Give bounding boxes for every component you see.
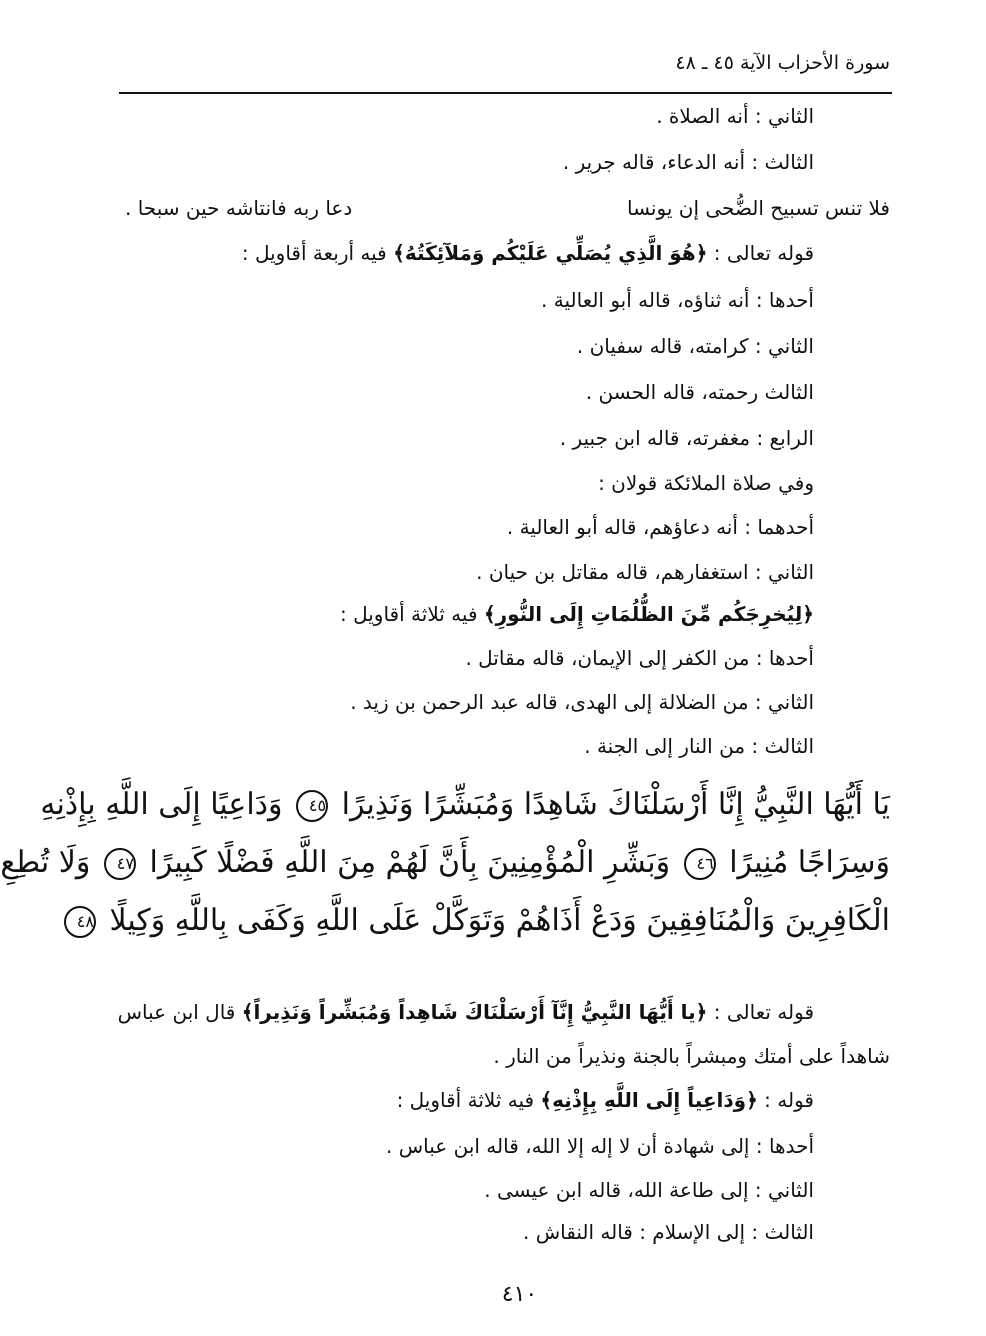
- ayah-number-mark: ٤٨: [64, 906, 96, 938]
- verse-line: وَسِرَاجًا مُنِيرًا ٤٦ وَبَشِّرِ الْمُؤْمِنِينَ بِأَنَّ لَهُمْ مِنَ اللَّهِ فَضْلًا كَبِيرًا ٤٧ وَلَا تُطِعِ: [0, 845, 890, 880]
- quran-quote: ﴿وَدَاعِياً إِلَى اللَّهِ بِإِذْنِهِ﴾: [540, 1088, 758, 1112]
- quran-quote: ﴿لِيُخرِجَكُم مِّنَ الظُّلُمَاتِ إِلَى النُّورِ﴾: [483, 602, 814, 626]
- quran-quote: ﴿يا أَيُّهَا النَّبِيُّ إِنَّآ أَرْسَلْنَاكَ شَاهِداً وَمُبَشِّراً وَنَذِيراً﴾: [241, 1000, 708, 1024]
- poem-right-hemistich: فلا تنس تسبيح الضُّحى إن يونسا: [627, 196, 890, 220]
- ayah-number-mark: ٤٦: [684, 848, 716, 880]
- ayah-number-mark: ٤٧: [104, 848, 136, 880]
- text-line: قوله تعالى : ﴿هُوَ الَّذِي يُصَلِّي عَلَيْكُم وَمَلآئِكَتُهُ﴾ فيه أربعة أقاويل :: [241, 241, 814, 265]
- verse-line: الْكَافِرِينَ وَالْمُنَافِقِينَ وَدَعْ أَذَاهُمْ وَتَوَكَّلْ عَلَى اللَّهِ وَكَفَى بِاللَّهِ وَكِيلًا ٤٨: [123, 892, 890, 950]
- quran-quote: ﴿هُوَ الَّذِي يُصَلِّي عَلَيْكُم وَمَلآئِكَتُهُ﴾: [393, 241, 708, 265]
- text-line: الثالث : من النار إلى الجنة .: [584, 734, 814, 758]
- text-line: الثالث : أنه الدعاء، قاله جرير .: [562, 150, 814, 174]
- text-line: الثالث رحمته، قاله الحسن .: [585, 380, 814, 404]
- text-line: شاهداً على أمتك ومبشراً بالجنة ونذيراً من النار .: [493, 1044, 890, 1068]
- text-line: الثاني : استغفارهم، قاله مقاتل بن حيان .: [476, 560, 814, 584]
- header-rule: [119, 92, 892, 94]
- text-line: أحدها : أنه ثناؤه، قاله أبو العالية .: [541, 288, 814, 312]
- text-line: أحدها : إلى شهادة أن لا إله إلا الله، قاله ابن عباس .: [386, 1134, 814, 1158]
- quran-verse-block: [0, 776, 890, 956]
- text-line: وفي صلاة الملائكة قولان :: [598, 471, 814, 495]
- text-line: الثاني : أنه الصلاة .: [656, 104, 814, 128]
- verse-line: يَا أَيُّهَا النَّبِيُّ إِنَّا أَرْسَلْنَاكَ شَاهِدًا وَمُبَشِّرًا وَنَذِيرًا ٤٥ وَدَاعِيًا إِلَى اللَّهِ بِإِذْنِهِ: [40, 787, 890, 822]
- text-line: الثاني : إلى طاعة الله، قاله ابن عيسى .: [484, 1178, 814, 1202]
- text-line: أحدها : من الكفر إلى الإيمان، قاله مقاتل .: [465, 646, 814, 670]
- running-header: سورة الأحزاب الآية ٤٥ ـ ٤٨: [675, 52, 890, 74]
- text-line: قوله : ﴿وَدَاعِياً إِلَى اللَّهِ بِإِذْنِهِ﴾ فيه ثلاثة أقاويل :: [396, 1088, 814, 1112]
- text-line: ﴿لِيُخرِجَكُم مِّنَ الظُّلُمَاتِ إِلَى النُّورِ﴾ فيه ثلاثة أقاويل :: [340, 602, 814, 626]
- text-line: الثالث : إلى الإسلام : قاله النقاش .: [523, 1220, 814, 1244]
- text-line: أحدهما : أنه دعاؤهم، قاله أبو العالية .: [506, 515, 814, 539]
- text-line: الثاني : كرامته، قاله سفيان .: [576, 334, 814, 358]
- text-line: قوله تعالى : ﴿يا أَيُّهَا النَّبِيُّ إِنَّآ أَرْسَلْنَاكَ شَاهِداً وَمُبَشِّراً وَنَذِيراً﴾ قال ابن عباس: [117, 1000, 814, 1024]
- page-number: ٤١٠: [501, 1282, 538, 1307]
- poem-verse: [125, 196, 890, 220]
- ayah-number-mark: ٤٥: [296, 790, 328, 822]
- text-line: الثاني : من الضلالة إلى الهدى، قاله عبد الرحمن بن زيد .: [350, 690, 814, 714]
- poem-left-hemistich: دعا ربه فانتاشه حين سبحا .: [125, 196, 353, 220]
- text-line: الرابع : مغفرته، قاله ابن جبير .: [559, 426, 814, 450]
